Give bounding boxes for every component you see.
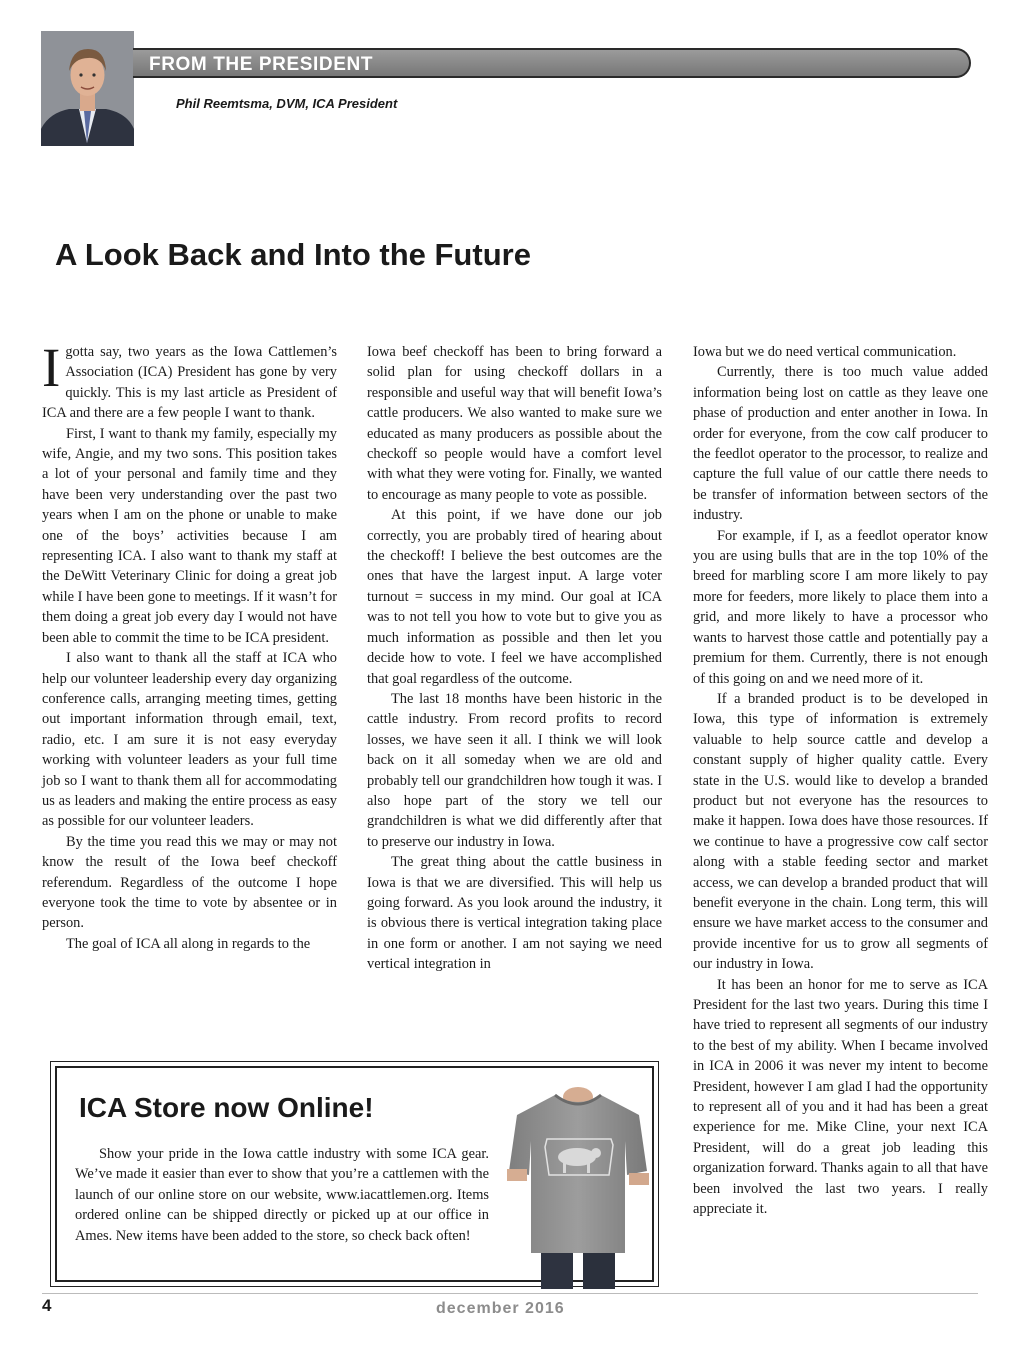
article-paragraph: For example, if I, as a feedlot operator know you are using bulls that are in the top 10% of the breed for marbling score I am more likely to pay more for feeders, more likely to place them into a grid, and more likely to have a processor who wants to harvest those cattle and potentially pay a premium for them. Currently, there is not enough of this going on and we need more of it. [693,527,988,687]
article-column-3 [693,342,988,1284]
article-paragraph: The great thing about the cattle business in Iowa is that we are diversified. This will help us going forward. As you look around the industry, it is obvious there is vertical integration taking place in one form or another. I am not saying we need vertical integration in [367,854,662,973]
store-promo-box [50,1061,659,1287]
store-promo-title: ICA Store now Online! [79,1092,374,1123]
article-paragraph: The goal of ICA all along in regards to the [66,935,311,952]
article-paragraph: Iowa but we do need vertical communication. [693,344,957,360]
article-paragraph: First, I want to thank my family, especially my wife, Angie, and my two sons. This position takes a lot of your personal and family time and they have been very understanding over the past two years when I am on the phone or unable to make one of the boys’ activities because I am representing ICA. I also want to thank my staff at the DeWitt Veterinary Clinic for doing a great job while I have been gone to meetings. If it wasn’t for them doing a great job every day I would not have been able to commit the time to be ICA president. [42,425,337,646]
page-number: 4 [42,1296,52,1315]
article-paragraph: I also want to thank all the staff at ICA who help our volunteer leadership every day organizing conference calls, arranging meeting times, getting out important information through email, text, radio, etc. I am sure it is not easy everyday working with volunteer leaders as your full time job so I want to thank them all for accommodating us as leaders and making the entire process as easy as possible for our volunteer leaders. [42,650,337,830]
article-paragraph: It has been an honor for me to serve as ICA President for the last two years. During this time I have tried to represent all segments of our industry to the best of my ability. When I became involved in ICA in 2006 it was never my intent to become President, however I am glad I had the opportunity to represent all of you and it had has been a great experience for me. Mike Cline, your next ICA President, will do a great job leading this organization forward. Thanks again to all that have been involved the last two years. I really appreciate it. [693,976,988,1218]
section-label: FROM THE PRESIDENT [149,54,374,75]
article-paragraph: By the time you read this we may or may not know the result of the Iowa beef checkoff referendum. Regardless of the outcome I hope everyone took the time to vote by absentee or in person. [42,833,337,932]
issue-date: december 2016 [436,1300,565,1317]
article-paragraph: If a branded product is to be developed in Iowa, this type of information is extremely valuable to help source cattle and develop a constant supply of higher quality cattle. Every state in the U.S. would like to develop a branded product but not everyone has the resources to make it happen. Iowa does have those resources. If we continue to have a progressive cow calf sector along with a stable feeding sector and market access, we can develop a branded product that will benefit everyone in the chain. Long term, this will ensure we have market access to the consumer and provide incentive for us to grow all segments of our industry in Iowa. [693,690,988,973]
article-column-1 [42,337,337,1040]
article-paragraph: Currently, there is too much value added information being lost on cattle as they leave one phase of production and enter another in Iowa. In order for everyone, from the cow calf producer to the feedlot operator to the processor, to realize and capture the full value of our cattle there needs to be transfer of information between sectors of the industry. [693,364,988,524]
tshirt-image [499,1069,659,1289]
store-promo-text: Show your pride in the Iowa cattle industry with some ICA gear. We’ve made it easier than ever to show that you’re a cattlemen with the launch of our online store on our website, www.iacattlemen.org. Items ordered online can be shipped directly or picked up at our office in Ames. New items have been added to the store, so check back often! [75,1146,489,1244]
author-byline: Phil Reemtsma, DVM, ICA President [176,96,398,111]
article-paragraph: The last 18 months have been historic in the cattle industry. From record profits to record losses, we have seen it all. I think we will look back on it all someday when we are old and probably tell our grandchildren how tough it was. I also hope part of the story we tell our grandchildren is what we did differently after that to preserve our industry in Iowa. [367,690,662,850]
article-title: A Look Back and Into the Future [55,237,531,272]
president-photo [41,31,134,146]
footer-divider [42,1293,978,1294]
article-column-2 [367,342,662,1040]
drop-cap: I [42,337,61,398]
store-promo-frame [55,1066,654,1282]
article-paragraph: At this point, if we have done our job correctly, you are probably tired of hearing about the checkoff! I believe the best outcomes are the ones that have the largest input. A large voter turnout = success in my mind. Our goal at ICA was to not tell you how to vote but to give you as much information as possible and then let you decide how to vote. I feel we have accomplished that goal regardless of the outcome. [367,507,662,687]
article-paragraph: Igotta say, two years as the Iowa Cattlemen’s Association (ICA) President has gone by very quickly. This is my last article as President of ICA and there are a few people I want to thank. [42,337,337,422]
article-paragraph: Iowa beef checkoff has been to bring forward a solid plan for using checkoff dollars in a responsible and useful way that will benefit Iowa’s cattle producers. We also wanted to make sure we educated as many producers as possible about the checkoff so people would have a comfort level with what they were voting for. Finally, we wanted to encourage as many people to vote as possible. [367,344,662,503]
section-banner [133,48,971,78]
